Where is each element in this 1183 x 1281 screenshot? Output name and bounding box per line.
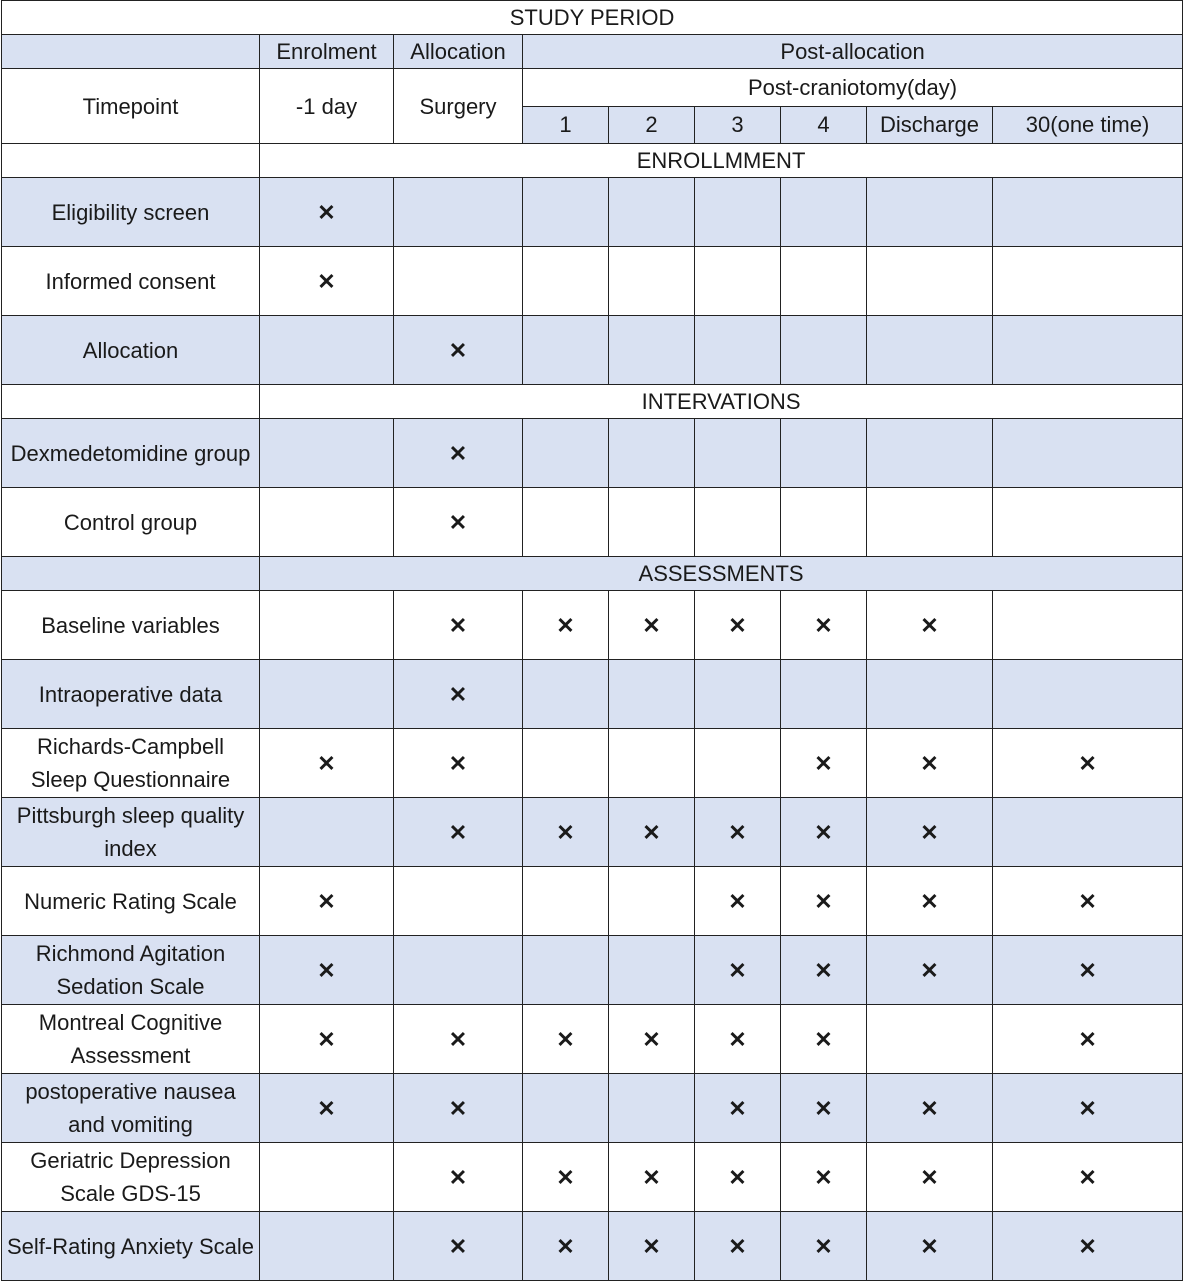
cross-mark-icon: ✕ xyxy=(556,819,575,845)
empty-cell xyxy=(781,178,867,247)
check-mark-cell xyxy=(394,729,523,798)
check-mark-cell xyxy=(993,1074,1183,1143)
table-row xyxy=(2,316,1183,385)
post-craniotomy-header: Post-craniotomy(day) xyxy=(523,69,1183,107)
empty-cell xyxy=(993,247,1183,316)
cross-mark-icon: ✕ xyxy=(728,612,747,638)
check-mark-cell xyxy=(695,591,781,660)
check-mark-cell xyxy=(993,1212,1183,1281)
check-mark-cell xyxy=(609,798,695,867)
cross-mark-icon: ✕ xyxy=(1078,1164,1097,1190)
empty-cell xyxy=(260,660,394,729)
cross-mark-icon: ✕ xyxy=(728,1233,747,1259)
cross-mark-icon: ✕ xyxy=(920,819,939,845)
cross-mark-icon: ✕ xyxy=(642,612,661,638)
check-mark-cell xyxy=(523,798,609,867)
cross-mark-icon: ✕ xyxy=(448,750,468,776)
cross-mark-icon: ✕ xyxy=(317,888,336,914)
section-blank-cell xyxy=(2,385,260,419)
empty-cell xyxy=(523,1074,609,1143)
check-mark-cell xyxy=(781,729,867,798)
minus-one-day-header: -1 day xyxy=(260,69,394,144)
day-header: 3 xyxy=(695,106,781,144)
table-row xyxy=(2,178,1183,247)
check-mark-cell xyxy=(695,867,781,936)
check-mark-cell xyxy=(394,316,523,385)
surgery-header: Surgery xyxy=(394,69,523,144)
section-title: ASSESSMENTS xyxy=(260,557,1183,591)
cross-mark-icon: ✕ xyxy=(920,1164,939,1190)
empty-cell xyxy=(993,178,1183,247)
check-mark-cell xyxy=(394,1005,523,1074)
table-row xyxy=(2,798,1183,867)
enrolment-header: Enrolment xyxy=(260,35,394,69)
cross-mark-icon: ✕ xyxy=(448,1095,468,1121)
check-mark-cell xyxy=(993,1005,1183,1074)
cross-mark-icon: ✕ xyxy=(1078,888,1097,914)
cross-mark-icon: ✕ xyxy=(728,819,747,845)
cross-mark-icon: ✕ xyxy=(920,750,939,776)
section-blank-cell xyxy=(2,144,260,178)
table-row xyxy=(2,867,1183,936)
row-label: Intraoperative data xyxy=(2,660,260,729)
row-label: Richmond Agitation Sedation Scale xyxy=(2,936,260,1005)
section-row xyxy=(2,144,1183,178)
row-label: Allocation xyxy=(2,316,260,385)
check-mark-cell xyxy=(781,1074,867,1143)
check-mark-cell xyxy=(781,1212,867,1281)
check-mark-cell xyxy=(695,1212,781,1281)
check-mark-cell xyxy=(260,936,394,1005)
check-mark-cell xyxy=(523,1005,609,1074)
row-label: Montreal Cognitive Assessment xyxy=(2,1005,260,1074)
cross-mark-icon: ✕ xyxy=(317,1095,336,1121)
empty-cell xyxy=(781,660,867,729)
check-mark-cell xyxy=(695,1143,781,1212)
cross-mark-icon: ✕ xyxy=(1078,957,1097,983)
check-mark-cell xyxy=(695,798,781,867)
check-mark-cell xyxy=(260,247,394,316)
check-mark-cell xyxy=(260,1005,394,1074)
empty-cell xyxy=(609,419,695,488)
check-mark-cell xyxy=(781,1143,867,1212)
cross-mark-icon: ✕ xyxy=(814,750,833,776)
timepoint-header: Timepoint xyxy=(2,69,260,144)
cross-mark-icon: ✕ xyxy=(448,819,468,845)
empty-cell xyxy=(260,1212,394,1281)
cross-mark-icon: ✕ xyxy=(1078,1026,1097,1052)
check-mark-cell xyxy=(781,867,867,936)
cross-mark-icon: ✕ xyxy=(920,1095,939,1121)
empty-cell xyxy=(260,488,394,557)
table-row xyxy=(2,660,1183,729)
cross-mark-icon: ✕ xyxy=(317,199,336,225)
cross-mark-icon: ✕ xyxy=(642,1164,661,1190)
empty-cell xyxy=(394,178,523,247)
empty-cell xyxy=(609,1074,695,1143)
cross-mark-icon: ✕ xyxy=(920,888,939,914)
table-row xyxy=(2,1074,1183,1143)
check-mark-cell xyxy=(781,1005,867,1074)
cross-mark-icon: ✕ xyxy=(814,1164,833,1190)
check-mark-cell xyxy=(993,936,1183,1005)
row-label: Richards-Campbell Sleep Questionnaire xyxy=(2,729,260,798)
empty-cell xyxy=(781,247,867,316)
check-mark-cell xyxy=(867,867,993,936)
table-row xyxy=(2,936,1183,1005)
cross-mark-icon: ✕ xyxy=(448,509,468,535)
empty-cell xyxy=(867,488,993,557)
empty-cell xyxy=(523,729,609,798)
check-mark-cell xyxy=(867,591,993,660)
check-mark-cell xyxy=(993,1143,1183,1212)
empty-cell xyxy=(523,247,609,316)
check-mark-cell xyxy=(260,729,394,798)
check-mark-cell xyxy=(695,936,781,1005)
table-row xyxy=(2,1143,1183,1212)
empty-cell xyxy=(394,247,523,316)
empty-cell xyxy=(260,798,394,867)
empty-cell xyxy=(993,419,1183,488)
day-header: 1 xyxy=(523,106,609,144)
empty-cell xyxy=(609,936,695,1005)
empty-cell xyxy=(695,247,781,316)
check-mark-cell xyxy=(394,591,523,660)
check-mark-cell xyxy=(867,798,993,867)
empty-cell xyxy=(394,936,523,1005)
table-row xyxy=(2,1005,1183,1074)
row-label: Geriatric Depression Scale GDS-15 xyxy=(2,1143,260,1212)
empty-cell xyxy=(260,419,394,488)
cross-mark-icon: ✕ xyxy=(920,957,939,983)
empty-cell xyxy=(781,419,867,488)
empty-cell xyxy=(867,178,993,247)
empty-cell xyxy=(993,798,1183,867)
cross-mark-icon: ✕ xyxy=(556,612,575,638)
check-mark-cell xyxy=(609,591,695,660)
cross-mark-icon: ✕ xyxy=(448,337,468,363)
empty-cell xyxy=(260,591,394,660)
cross-mark-icon: ✕ xyxy=(556,1026,575,1052)
row-label: Informed consent xyxy=(2,247,260,316)
check-mark-cell xyxy=(394,660,523,729)
cross-mark-icon: ✕ xyxy=(317,957,336,983)
day-header: 4 xyxy=(781,106,867,144)
table-row xyxy=(2,591,1183,660)
empty-cell xyxy=(523,660,609,729)
empty-cell xyxy=(695,488,781,557)
cross-mark-icon: ✕ xyxy=(814,1026,833,1052)
check-mark-cell xyxy=(867,1143,993,1212)
day-header: 30(one time) xyxy=(993,106,1183,144)
post-allocation-header: Post-allocation xyxy=(523,35,1183,69)
cross-mark-icon: ✕ xyxy=(728,1095,747,1121)
cross-mark-icon: ✕ xyxy=(814,888,833,914)
study-period-header: STUDY PERIOD xyxy=(2,1,1183,35)
check-mark-cell xyxy=(867,729,993,798)
cross-mark-icon: ✕ xyxy=(556,1233,575,1259)
section-row xyxy=(2,385,1183,419)
empty-cell xyxy=(993,591,1183,660)
cross-mark-icon: ✕ xyxy=(728,888,747,914)
cross-mark-icon: ✕ xyxy=(814,957,833,983)
empty-cell xyxy=(523,488,609,557)
empty-header-cell xyxy=(2,35,260,69)
cross-mark-icon: ✕ xyxy=(642,1026,661,1052)
check-mark-cell xyxy=(867,936,993,1005)
check-mark-cell xyxy=(394,1143,523,1212)
cross-mark-icon: ✕ xyxy=(1078,1095,1097,1121)
check-mark-cell xyxy=(394,419,523,488)
cross-mark-icon: ✕ xyxy=(448,681,468,707)
cross-mark-icon: ✕ xyxy=(1078,1233,1097,1259)
empty-cell xyxy=(993,660,1183,729)
check-mark-cell xyxy=(993,867,1183,936)
check-mark-cell xyxy=(260,867,394,936)
cross-mark-icon: ✕ xyxy=(448,1026,468,1052)
cross-mark-icon: ✕ xyxy=(814,612,833,638)
check-mark-cell xyxy=(781,936,867,1005)
empty-cell xyxy=(867,316,993,385)
check-mark-cell xyxy=(523,591,609,660)
check-mark-cell xyxy=(781,591,867,660)
cross-mark-icon: ✕ xyxy=(920,612,939,638)
check-mark-cell xyxy=(609,1212,695,1281)
check-mark-cell xyxy=(523,1212,609,1281)
empty-cell xyxy=(523,178,609,247)
empty-cell xyxy=(867,247,993,316)
empty-cell xyxy=(260,316,394,385)
row-label: Self-Rating Anxiety Scale xyxy=(2,1212,260,1281)
row-label: Pittsburgh sleep quality index xyxy=(2,798,260,867)
empty-cell xyxy=(993,488,1183,557)
check-mark-cell xyxy=(260,178,394,247)
cross-mark-icon: ✕ xyxy=(814,819,833,845)
check-mark-cell xyxy=(993,729,1183,798)
table-row xyxy=(2,1212,1183,1281)
empty-cell xyxy=(394,867,523,936)
section-row xyxy=(2,557,1183,591)
check-mark-cell xyxy=(394,1074,523,1143)
cross-mark-icon: ✕ xyxy=(1078,750,1097,776)
cross-mark-icon: ✕ xyxy=(728,1164,747,1190)
check-mark-cell xyxy=(260,1074,394,1143)
cross-mark-icon: ✕ xyxy=(317,1026,336,1052)
check-mark-cell xyxy=(609,1143,695,1212)
section-title: INTERVATIONS xyxy=(260,385,1183,419)
cross-mark-icon: ✕ xyxy=(448,612,468,638)
empty-cell xyxy=(695,316,781,385)
empty-cell xyxy=(695,660,781,729)
empty-cell xyxy=(867,660,993,729)
cross-mark-icon: ✕ xyxy=(920,1233,939,1259)
row-label: Eligibility screen xyxy=(2,178,260,247)
empty-cell xyxy=(609,178,695,247)
empty-cell xyxy=(695,419,781,488)
empty-cell xyxy=(867,419,993,488)
check-mark-cell xyxy=(867,1074,993,1143)
table-row xyxy=(2,488,1183,557)
cross-mark-icon: ✕ xyxy=(728,1026,747,1052)
check-mark-cell xyxy=(695,1005,781,1074)
check-mark-cell xyxy=(394,1212,523,1281)
cross-mark-icon: ✕ xyxy=(556,1164,575,1190)
empty-cell xyxy=(781,316,867,385)
empty-cell xyxy=(523,867,609,936)
cross-mark-icon: ✕ xyxy=(448,1233,468,1259)
cross-mark-icon: ✕ xyxy=(642,819,661,845)
day-header: Discharge xyxy=(867,106,993,144)
cross-mark-icon: ✕ xyxy=(814,1095,833,1121)
row-label: Control group xyxy=(2,488,260,557)
table-row xyxy=(2,729,1183,798)
empty-cell xyxy=(609,729,695,798)
cross-mark-icon: ✕ xyxy=(317,268,336,294)
table-row xyxy=(2,247,1183,316)
row-label: Numeric Rating Scale xyxy=(2,867,260,936)
empty-cell xyxy=(523,316,609,385)
empty-cell xyxy=(867,1005,993,1074)
empty-cell xyxy=(993,316,1183,385)
section-blank-cell xyxy=(2,557,260,591)
empty-cell xyxy=(609,867,695,936)
empty-cell xyxy=(523,936,609,1005)
row-label: Dexmedetomidine group xyxy=(2,419,260,488)
cross-mark-icon: ✕ xyxy=(448,440,468,466)
row-label: postoperative nausea and vomiting xyxy=(2,1074,260,1143)
cross-mark-icon: ✕ xyxy=(448,1164,468,1190)
allocation-header: Allocation xyxy=(394,35,523,69)
cross-mark-icon: ✕ xyxy=(814,1233,833,1259)
check-mark-cell xyxy=(394,488,523,557)
check-mark-cell xyxy=(781,798,867,867)
spirit-schedule-table xyxy=(1,0,1183,1281)
empty-cell xyxy=(260,1143,394,1212)
check-mark-cell xyxy=(394,798,523,867)
empty-cell xyxy=(609,247,695,316)
cross-mark-icon: ✕ xyxy=(317,750,336,776)
empty-cell xyxy=(695,729,781,798)
check-mark-cell xyxy=(867,1212,993,1281)
empty-cell xyxy=(609,660,695,729)
day-header: 2 xyxy=(609,106,695,144)
table-row xyxy=(2,419,1183,488)
empty-cell xyxy=(695,178,781,247)
cross-mark-icon: ✕ xyxy=(642,1233,661,1259)
empty-cell xyxy=(609,488,695,557)
check-mark-cell xyxy=(609,1005,695,1074)
cross-mark-icon: ✕ xyxy=(728,957,747,983)
empty-cell xyxy=(609,316,695,385)
check-mark-cell xyxy=(695,1074,781,1143)
row-label: Baseline variables xyxy=(2,591,260,660)
empty-cell xyxy=(781,488,867,557)
empty-cell xyxy=(523,419,609,488)
check-mark-cell xyxy=(523,1143,609,1212)
section-title: ENROLLMMENT xyxy=(260,144,1183,178)
